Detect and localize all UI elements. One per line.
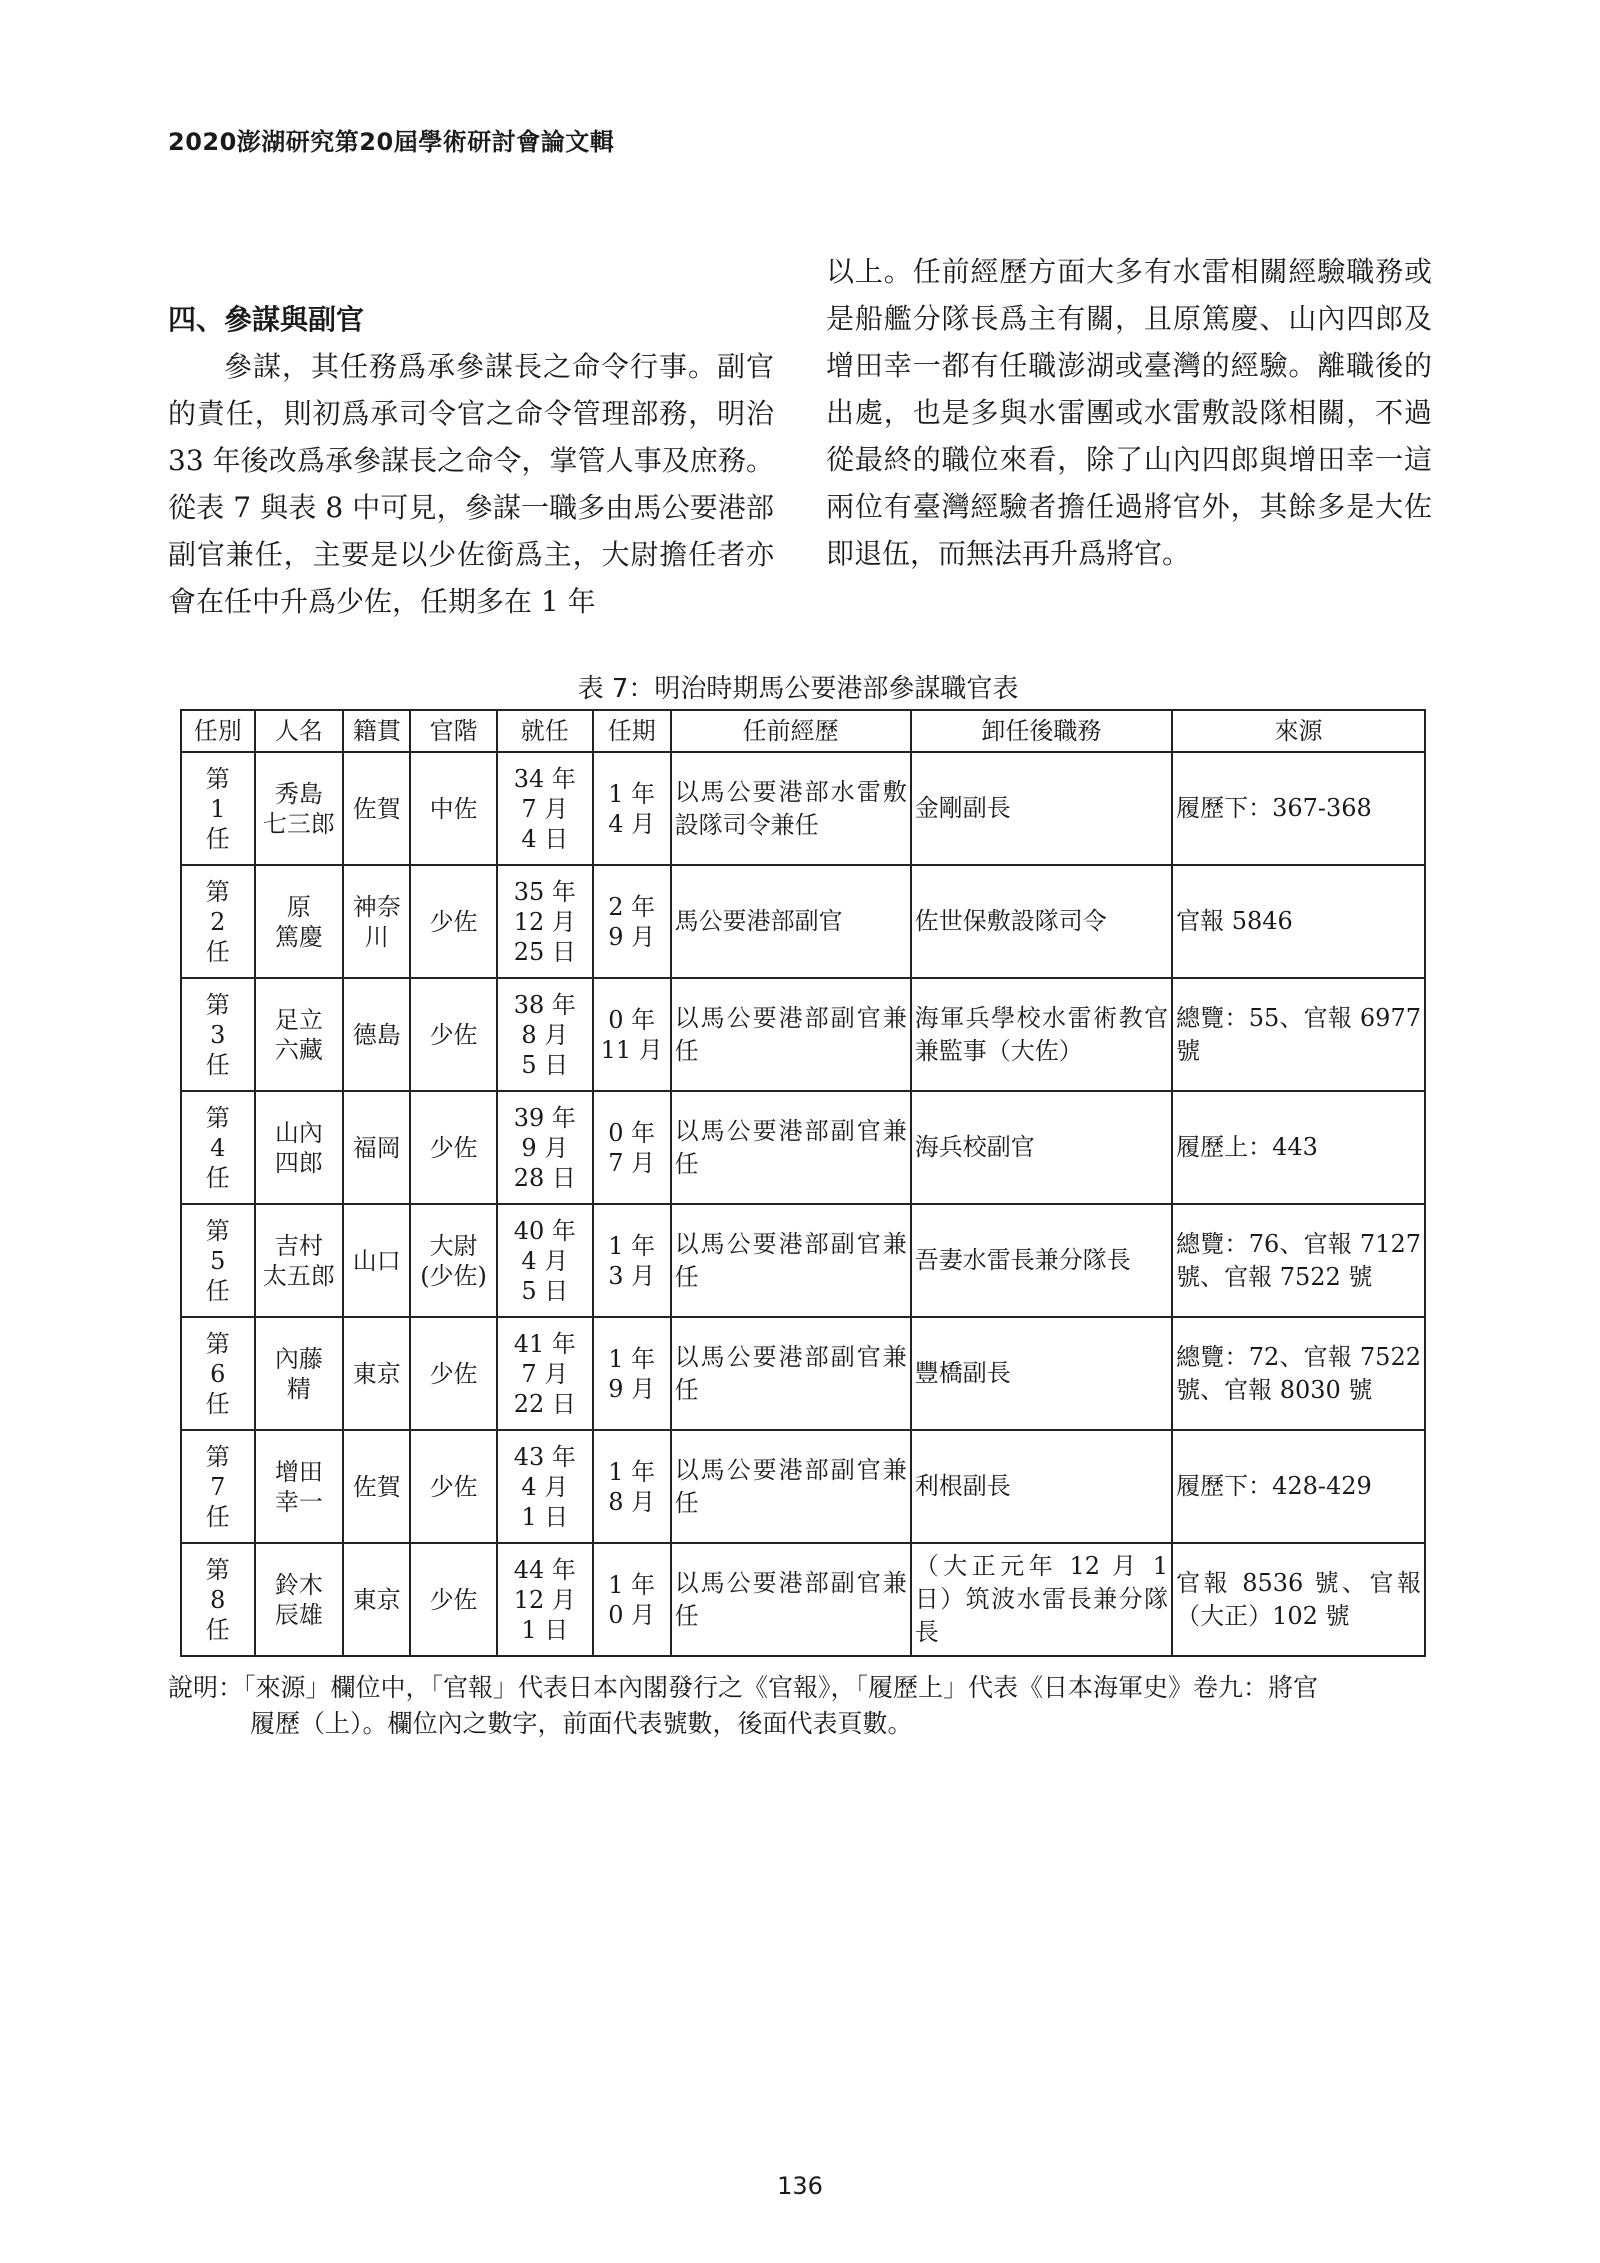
cell-source: 總覽：76、官報 7127 號、官報 7522 號 xyxy=(1172,1204,1425,1317)
cell-after: 豐橋副長 xyxy=(911,1317,1172,1430)
cell-tenure xyxy=(593,1317,671,1430)
table-row xyxy=(181,1430,1425,1543)
cell-origin-line: 佐賀 xyxy=(352,1472,401,1501)
cell-start xyxy=(497,752,593,865)
cell-rank-line: 少佐 xyxy=(429,907,478,936)
staff-officer-table xyxy=(180,709,1426,1657)
cell-name-line: 精 xyxy=(286,1374,311,1403)
cell-term xyxy=(181,1317,255,1430)
table-row xyxy=(181,1317,1425,1430)
cell-start xyxy=(497,1317,593,1430)
cell-source: 總覽：55、官報 6977 號 xyxy=(1172,978,1425,1091)
cell-tenure-line: 3 月 xyxy=(608,1261,656,1290)
cell-start-line: 8 月 xyxy=(521,1020,569,1049)
cell-before: 以馬公要港部副官兼任 xyxy=(671,1204,911,1317)
cell-rank-line: 中佐 xyxy=(429,794,478,823)
cell-start xyxy=(497,1543,593,1656)
table-row xyxy=(181,978,1425,1091)
cell-name xyxy=(255,1317,344,1430)
cell-term-line: 第 xyxy=(205,764,230,793)
section-heading: 四、參謀與副官 xyxy=(168,303,365,336)
cell-rank-line: (少佐) xyxy=(420,1261,487,1290)
cell-term xyxy=(181,978,255,1091)
cell-origin xyxy=(343,1204,410,1317)
cell-start-line: 40 年 xyxy=(513,1216,576,1245)
cell-term xyxy=(181,1204,255,1317)
running-header: 2020澎湖研究第20屆學術研討會論文輯 xyxy=(168,128,615,156)
cell-rank-line: 少佐 xyxy=(429,1020,478,1049)
cell-start-line: 9 月 xyxy=(521,1133,569,1162)
cell-start-line: 38 年 xyxy=(513,990,576,1019)
cell-before: 以馬公要港部副官兼任 xyxy=(671,1430,911,1543)
cell-after: 金剛副長 xyxy=(911,752,1172,865)
cell-name-line: 吉村 xyxy=(274,1231,323,1260)
cell-start xyxy=(497,1430,593,1543)
cell-tenure-line: 4 月 xyxy=(608,809,656,838)
cell-term xyxy=(181,1430,255,1543)
cell-start-line: 1 日 xyxy=(521,1615,569,1644)
cell-origin-line: 德島 xyxy=(352,1020,401,1049)
cell-tenure-line: 1 年 xyxy=(608,1570,656,1599)
cell-tenure xyxy=(593,865,671,978)
cell-before: 以馬公要港部副官兼任 xyxy=(671,1091,911,1204)
body-paragraph-right: 以上。任前經歷方面大多有水雷相關經驗職務或是船艦分隊長爲主有關，且原篤慶、山內四郎及增田幸一都有任職澎湖或臺灣的經驗。離職後的出處，也是多與水雷團或水雷敷設隊相關，不過從最終的職位來看，除了山內四郎與增田幸一這兩位有臺灣經驗者擔任過將官外，其餘多是大佐即退伍，而無法再升爲將官。 xyxy=(826,255,1432,570)
cell-origin xyxy=(343,752,410,865)
cell-tenure-line: 1 年 xyxy=(608,1344,656,1373)
cell-term-line: 任 xyxy=(205,1050,230,1079)
header-source: 來源 xyxy=(1172,710,1425,752)
cell-name xyxy=(255,1543,344,1656)
cell-name-line: 七三郎 xyxy=(262,809,335,838)
cell-source: 官報 5846 xyxy=(1172,865,1425,978)
cell-tenure-line: 1 年 xyxy=(608,779,656,808)
cell-source: 履歷上：443 xyxy=(1172,1091,1425,1204)
cell-term xyxy=(181,1543,255,1656)
cell-rank-line: 少佐 xyxy=(429,1133,478,1162)
cell-tenure-line: 1 年 xyxy=(608,1231,656,1260)
cell-tenure-line: 9 月 xyxy=(608,1374,656,1403)
cell-after: 吾妻水雷長兼分隊長 xyxy=(911,1204,1172,1317)
cell-tenure-line: 9 月 xyxy=(608,922,656,951)
table-row xyxy=(181,1543,1425,1656)
cell-term-line: 任 xyxy=(205,1163,230,1192)
cell-rank xyxy=(410,865,496,978)
table-row xyxy=(181,752,1425,865)
cell-term-line: 5 xyxy=(210,1246,226,1275)
cell-term-line: 第 xyxy=(205,1329,230,1358)
cell-term-line: 第 xyxy=(205,990,230,1019)
cell-term-line: 任 xyxy=(205,1389,230,1418)
cell-rank xyxy=(410,1543,496,1656)
cell-start-line: 5 日 xyxy=(521,1050,569,1079)
cell-name-line: 增田 xyxy=(274,1457,323,1486)
table-row xyxy=(181,865,1425,978)
header-before: 任前經歷 xyxy=(671,710,911,752)
cell-name xyxy=(255,865,344,978)
cell-name xyxy=(255,1204,344,1317)
cell-after: 海兵校副官 xyxy=(911,1091,1172,1204)
cell-tenure-line: 8 月 xyxy=(608,1487,656,1516)
cell-name-line: 幸一 xyxy=(274,1487,323,1516)
cell-start-line: 41 年 xyxy=(513,1329,576,1358)
cell-term-line: 任 xyxy=(205,1502,230,1531)
cell-start-line: 4 月 xyxy=(521,1246,569,1275)
note-line-2: 履歷（上）。欄位內之數字，前面代表號數，後面代表頁數。 xyxy=(250,1709,913,1738)
cell-start-line: 5 日 xyxy=(521,1276,569,1305)
cell-start-line: 1 日 xyxy=(521,1502,569,1531)
note-line-1: 說明：「來源」欄位中，「官報」代表日本內閣發行之《官報》，「履歷上」代表《日本海軍史》卷九：將官 xyxy=(168,1673,1319,1702)
cell-after: 佐世保敷設隊司令 xyxy=(911,865,1172,978)
cell-name-line: 鈴木 xyxy=(274,1570,323,1599)
cell-term-line: 4 xyxy=(210,1133,226,1162)
cell-start-line: 7 月 xyxy=(521,1359,569,1388)
cell-origin-line: 佐賀 xyxy=(352,794,401,823)
cell-origin-line: 福岡 xyxy=(352,1133,401,1162)
cell-rank-line: 少佐 xyxy=(429,1585,478,1614)
cell-start-line: 22 日 xyxy=(513,1389,576,1418)
cell-origin xyxy=(343,1317,410,1430)
cell-term-line: 1 xyxy=(210,794,226,823)
cell-tenure xyxy=(593,978,671,1091)
cell-name xyxy=(255,1430,344,1543)
cell-after: 利根副長 xyxy=(911,1430,1172,1543)
cell-tenure xyxy=(593,1091,671,1204)
cell-term xyxy=(181,865,255,978)
cell-tenure xyxy=(593,1543,671,1656)
cell-name xyxy=(255,978,344,1091)
cell-tenure-line: 0 年 xyxy=(608,1005,656,1034)
cell-term-line: 第 xyxy=(205,1216,230,1245)
cell-name-line: 辰雄 xyxy=(274,1600,323,1629)
header-origin: 籍貫 xyxy=(343,710,410,752)
cell-name xyxy=(255,1091,344,1204)
cell-source: 官報 8536 號、官報（大正）102 號 xyxy=(1172,1543,1425,1656)
cell-origin-line: 川 xyxy=(364,922,389,951)
left-column xyxy=(168,296,774,625)
cell-start-line: 4 日 xyxy=(521,824,569,853)
header-after: 卸任後職務 xyxy=(911,710,1172,752)
cell-start-line: 25 日 xyxy=(513,937,576,966)
cell-term-line: 第 xyxy=(205,1555,230,1584)
cell-term-line: 第 xyxy=(205,1103,230,1132)
header-name: 人名 xyxy=(255,710,344,752)
cell-tenure xyxy=(593,1430,671,1543)
header-rank: 官階 xyxy=(410,710,496,752)
cell-rank xyxy=(410,978,496,1091)
page-number: 136 xyxy=(777,2172,823,2200)
cell-origin-line: 東京 xyxy=(352,1585,401,1614)
cell-origin-line: 山口 xyxy=(352,1246,401,1275)
table-row xyxy=(181,1091,1425,1204)
cell-origin xyxy=(343,865,410,978)
cell-origin xyxy=(343,1543,410,1656)
cell-before: 以馬公要港部副官兼任 xyxy=(671,1317,911,1430)
cell-term-line: 6 xyxy=(210,1359,226,1388)
cell-after: （大正元年 12 月 1 日）筑波水雷長兼分隊長 xyxy=(911,1543,1172,1656)
table-note xyxy=(168,1670,1430,1742)
cell-rank-line: 少佐 xyxy=(429,1359,478,1388)
cell-start-line: 12 月 xyxy=(513,1585,576,1614)
cell-before: 以馬公要港部副官兼任 xyxy=(671,1543,911,1656)
cell-rank-line: 大尉 xyxy=(429,1231,478,1260)
cell-origin-line: 東京 xyxy=(352,1359,401,1388)
table-header-row xyxy=(181,710,1425,752)
cell-source: 履歷下：428-429 xyxy=(1172,1430,1425,1543)
cell-rank-line: 少佐 xyxy=(429,1472,478,1501)
cell-origin xyxy=(343,1091,410,1204)
cell-start-line: 44 年 xyxy=(513,1555,576,1584)
cell-name-line: 內藤 xyxy=(274,1344,323,1373)
cell-name-line: 篤慶 xyxy=(274,922,323,951)
cell-before: 以馬公要港部水雷敷設隊司令兼任 xyxy=(671,752,911,865)
cell-start-line: 7 月 xyxy=(521,794,569,823)
cell-name-line: 山內 xyxy=(274,1118,323,1147)
cell-origin xyxy=(343,1430,410,1543)
cell-name xyxy=(255,752,344,865)
body-paragraph-left: 參謀，其任務爲承參謀長之命令行事。副官的責任，則初爲承司令官之命令管理部務，明治 33 年後改爲承參謀長之命令，掌管人事及庶務。從表 7 與表 8 中可見，參謀一職多由馬公要港部副官兼任，主要是以少佐銜爲主，大尉擔任者亦會在任中升爲少佐，任期多在 1 年 xyxy=(168,350,774,618)
cell-start-line: 34 年 xyxy=(513,764,576,793)
cell-rank xyxy=(410,1204,496,1317)
cell-start-line: 28 日 xyxy=(513,1163,576,1192)
cell-start-line: 35 年 xyxy=(513,877,576,906)
cell-tenure-line: 11 月 xyxy=(600,1035,663,1064)
cell-start-line: 43 年 xyxy=(513,1442,576,1471)
cell-name-line: 六藏 xyxy=(274,1035,323,1064)
cell-name-line: 秀島 xyxy=(274,779,323,808)
cell-rank xyxy=(410,1430,496,1543)
cell-tenure-line: 0 年 xyxy=(608,1118,656,1147)
cell-tenure-line: 7 月 xyxy=(608,1148,656,1177)
cell-start-line: 39 年 xyxy=(513,1103,576,1132)
cell-term xyxy=(181,1091,255,1204)
cell-rank xyxy=(410,752,496,865)
cell-tenure-line: 2 年 xyxy=(608,892,656,921)
cell-name-line: 太五郎 xyxy=(262,1261,335,1290)
cell-term-line: 第 xyxy=(205,1442,230,1471)
header-start: 就任 xyxy=(497,710,593,752)
cell-term xyxy=(181,752,255,865)
cell-term-line: 任 xyxy=(205,1615,230,1644)
cell-origin xyxy=(343,978,410,1091)
cell-tenure xyxy=(593,1204,671,1317)
cell-tenure-line: 1 年 xyxy=(608,1457,656,1486)
table-row xyxy=(181,1204,1425,1317)
cell-term-line: 2 xyxy=(210,907,226,936)
cell-origin-line: 神奈 xyxy=(352,892,401,921)
table-caption: 表 7：明治時期馬公要港部參謀職官表 xyxy=(577,674,1019,704)
cell-start xyxy=(497,978,593,1091)
cell-term-line: 任 xyxy=(205,824,230,853)
cell-rank xyxy=(410,1091,496,1204)
cell-term-line: 第 xyxy=(205,877,230,906)
right-column xyxy=(826,248,1432,577)
cell-name-line: 足立 xyxy=(274,1005,323,1034)
cell-term-line: 任 xyxy=(205,937,230,966)
header-term: 任別 xyxy=(181,710,255,752)
cell-rank xyxy=(410,1317,496,1430)
cell-before: 以馬公要港部副官兼任 xyxy=(671,978,911,1091)
cell-start-line: 4 月 xyxy=(521,1472,569,1501)
cell-tenure-line: 0 月 xyxy=(608,1600,656,1629)
cell-name-line: 原 xyxy=(286,892,311,921)
cell-name-line: 四郎 xyxy=(274,1148,323,1177)
header-tenure: 任期 xyxy=(593,710,671,752)
cell-source: 總覽：72、官報 7522 號、官報 8030 號 xyxy=(1172,1317,1425,1430)
cell-start xyxy=(497,865,593,978)
cell-source: 履歷下：367-368 xyxy=(1172,752,1425,865)
cell-tenure xyxy=(593,752,671,865)
cell-start xyxy=(497,1091,593,1204)
cell-after: 海軍兵學校水雷術教官兼監事（大佐） xyxy=(911,978,1172,1091)
cell-start-line: 12 月 xyxy=(513,907,576,936)
cell-term-line: 7 xyxy=(210,1472,226,1501)
cell-term-line: 8 xyxy=(210,1585,226,1614)
cell-before: 馬公要港部副官 xyxy=(671,865,911,978)
cell-term-line: 3 xyxy=(210,1020,226,1049)
cell-start xyxy=(497,1204,593,1317)
cell-term-line: 任 xyxy=(205,1276,230,1305)
